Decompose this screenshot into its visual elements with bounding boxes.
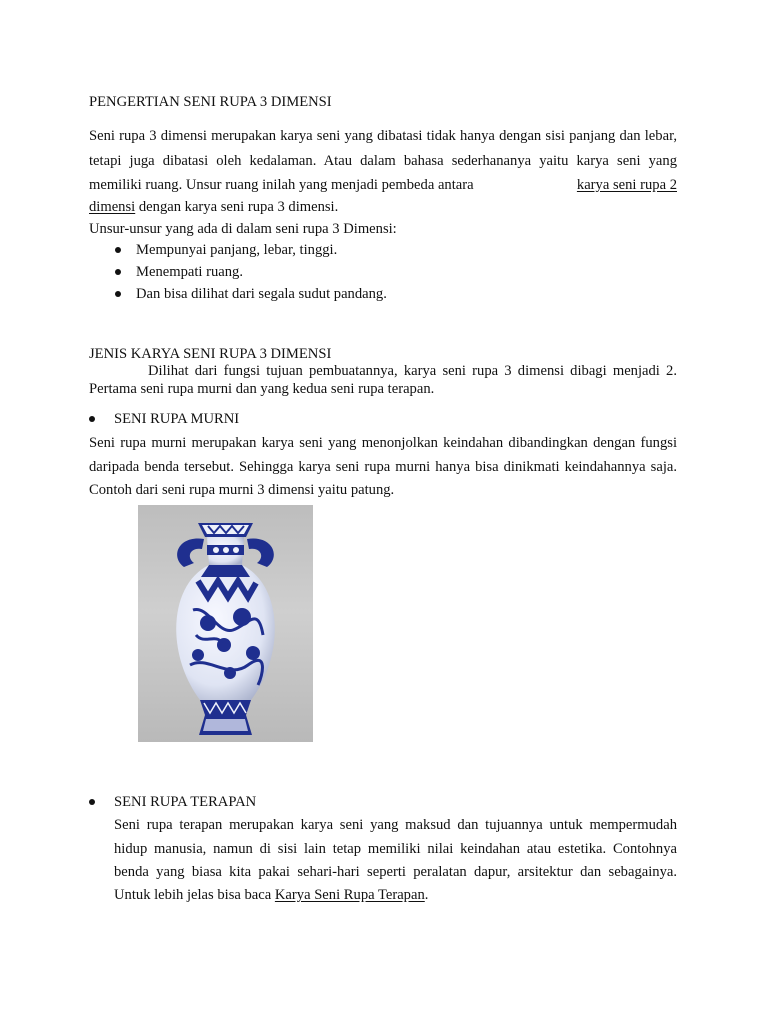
paragraph-line	[114, 886, 677, 904]
link-karya-seni-rupa-2-dimensi[interactable]: karya seni rupa 2	[576, 177, 677, 193]
paragraph-line: daripada benda tersebut. Sehingga karya seni rupa murni hanya bisa dinikmati keindahannya saja.	[89, 459, 677, 475]
link-karya-seni-rupa-terapan[interactable]: Karya Seni Rupa Terapan	[274, 887, 425, 903]
paragraph-line	[89, 198, 677, 216]
paragraph-line: Seni rupa murni merupakan karya seni yang menonjolkan keindahan dibandingkan dengan fungsi	[89, 435, 677, 451]
bullet-icon	[89, 416, 95, 422]
paragraph-line: Contoh dari seni rupa murni 3 dimensi yaitu patung.	[89, 482, 395, 498]
paragraph-text: memiliki ruang. Unsur ruang inilah yang menjadi pembeda antara	[89, 177, 474, 193]
bullet-icon	[115, 247, 121, 253]
heading-seni-rupa-terapan: SENI RUPA TERAPAN	[114, 794, 257, 810]
vase-illustration	[138, 505, 313, 742]
paragraph-text: .	[424, 887, 429, 903]
paragraph-text: dengan karya seni rupa 3 dimensi.	[135, 199, 339, 215]
list-item: Dan bisa dilihat dari segala sudut pandang.	[136, 286, 387, 302]
bullet-icon	[89, 799, 95, 805]
paragraph-text: Untuk lebih jelas bisa baca	[114, 887, 275, 903]
list-item: Menempati ruang.	[136, 264, 243, 280]
paragraph-line: Dilihat dari fungsi tujuan pembuatannya, karya seni rupa 3 dimensi dibagi menjadi 2.	[148, 363, 677, 379]
paragraph-line	[89, 176, 677, 194]
paragraph-line: Seni rupa terapan merupakan karya seni yang maksud dan tujuannya untuk mempermudah	[114, 817, 677, 833]
paragraph-line: Pertama seni rupa murni dan yang kedua seni rupa terapan.	[89, 381, 435, 397]
paragraph-line: hidup manusia, namun di sisi lain tetap memiliki nilai keindahan atau estetika. Contohnya	[114, 841, 677, 857]
heading-seni-rupa-murni: SENI RUPA MURNI	[114, 411, 240, 427]
heading-pengertian: PENGERTIAN SENI RUPA 3 DIMENSI	[89, 94, 332, 110]
list-intro: Unsur-unsur yang ada di dalam seni rupa 3 Dimensi:	[89, 221, 397, 237]
heading-jenis: JENIS KARYA SENI RUPA 3 DIMENSI	[89, 346, 332, 362]
paragraph-line: benda yang biasa kita pakai sehari-hari seperti peralatan dapur, arsitektur dan sebagainya.	[114, 864, 677, 880]
bullet-icon	[115, 269, 121, 275]
vase-image	[138, 505, 313, 742]
bullet-icon	[115, 291, 121, 297]
link-dimensi[interactable]: dimensi	[89, 199, 136, 215]
list-item: Mempunyai panjang, lebar, tinggi.	[136, 242, 338, 258]
paragraph-line: tetapi juga dibatasi oleh kedalaman. Atau dalam bahasa sederhananya yaitu karya seni yang	[89, 153, 677, 169]
paragraph-line: Seni rupa 3 dimensi merupakan karya seni yang dibatasi tidak hanya dengan sisi panjang dan lebar,	[89, 128, 677, 144]
